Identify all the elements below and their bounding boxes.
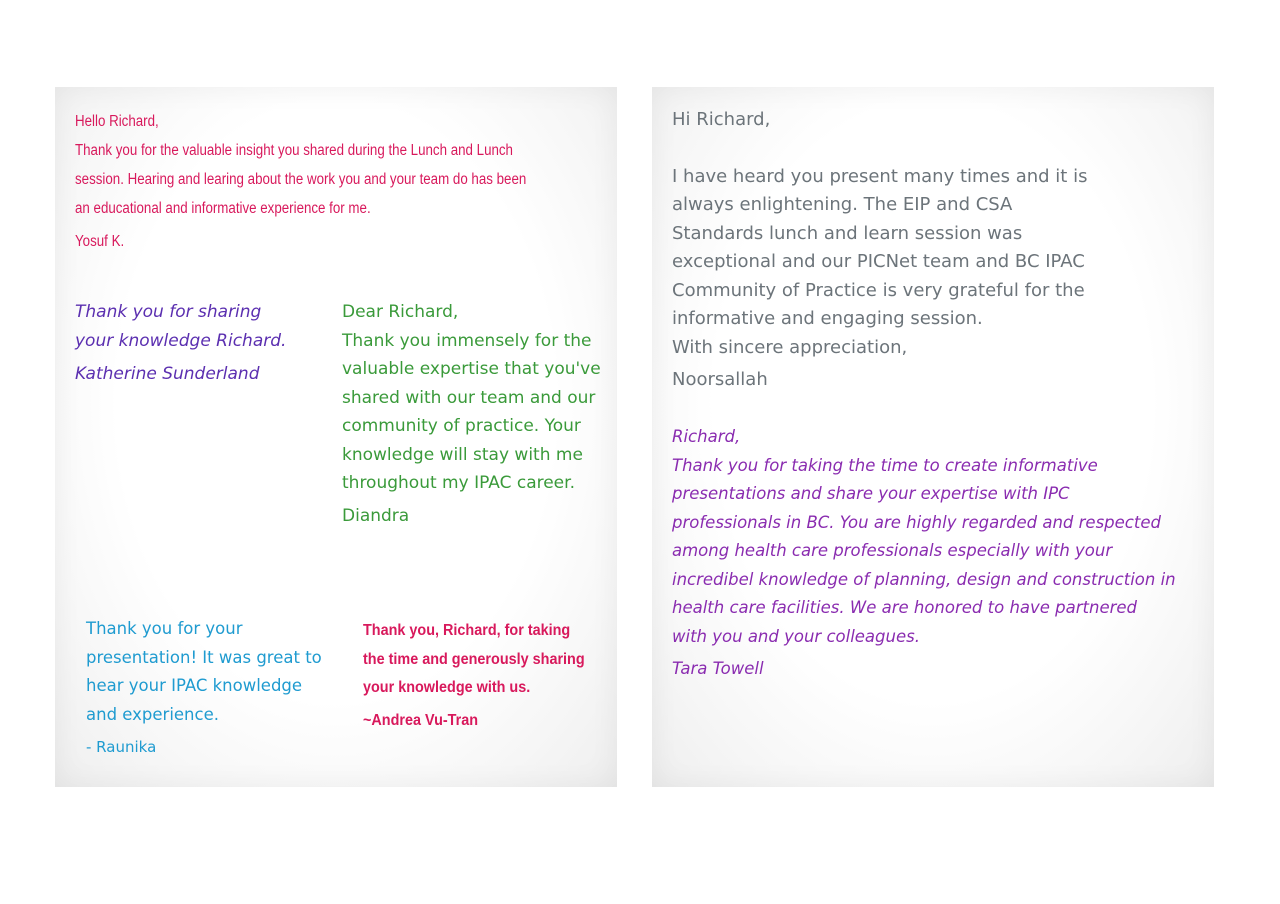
note-greeting: Hi Richard,: [672, 109, 771, 130]
note-raunika: [86, 615, 326, 762]
note-signature: Noorsallah: [672, 369, 768, 390]
note-signature: Yosuf K.: [75, 233, 125, 250]
note-body: Hello Richard, Thank you for the valuable insight you shared during the Lunch and Lunch session. Hearing and learing about the work you and your team do has been an educational and informative experience for me.: [75, 113, 527, 217]
note-signature: ~Andrea Vu-Tran: [363, 711, 479, 729]
note-signature: - Raunika: [86, 738, 157, 756]
note-body: I have heard you present many times and it is always enlightening. The EIP and CSA Standards lunch and learn session was exceptional and our PICNet team and BC IPAC Community of Practice is very grateful for the informative and engaging session. With sincere appreciation,: [672, 165, 1088, 358]
note-andrea: [363, 617, 588, 735]
note-katherine: [75, 298, 335, 389]
note-body: Thank you, Richard, for taking the time and generously sharing your knowledge with us.: [363, 622, 585, 696]
note-signature: Katherine Sunderland: [75, 364, 260, 384]
note-yosuf: [75, 107, 591, 256]
note-body: Dear Richard, Thank you immensely for the valuable expertise that you've shared with our team and our community of practice. Your knowledge will stay with me throughout my IPAC career.: [342, 302, 601, 493]
note-noorsallah: [672, 106, 1192, 395]
note-body: Richard, Thank you for taking the time to create informative presentations and share your expertise with IPC professionals in BC. You are highly regarded and respected among health care professionals especially with your incredibel knowledge of planning, design and construction in health care facilities. We are honored to have partnered with you and your colleagues.: [672, 427, 1176, 646]
note-tara: [672, 423, 1212, 684]
left-card-page: [55, 87, 617, 787]
note-body: Thank you for sharing your knowledge Richard.: [75, 302, 287, 351]
note-body: Thank you for your presentation! It was great to hear your IPAC knowledge and experience.: [86, 619, 322, 724]
note-diandra: [342, 298, 612, 530]
note-signature: Diandra: [342, 505, 410, 526]
note-signature: Tara Towell: [672, 659, 764, 678]
right-card-page: [652, 87, 1214, 787]
